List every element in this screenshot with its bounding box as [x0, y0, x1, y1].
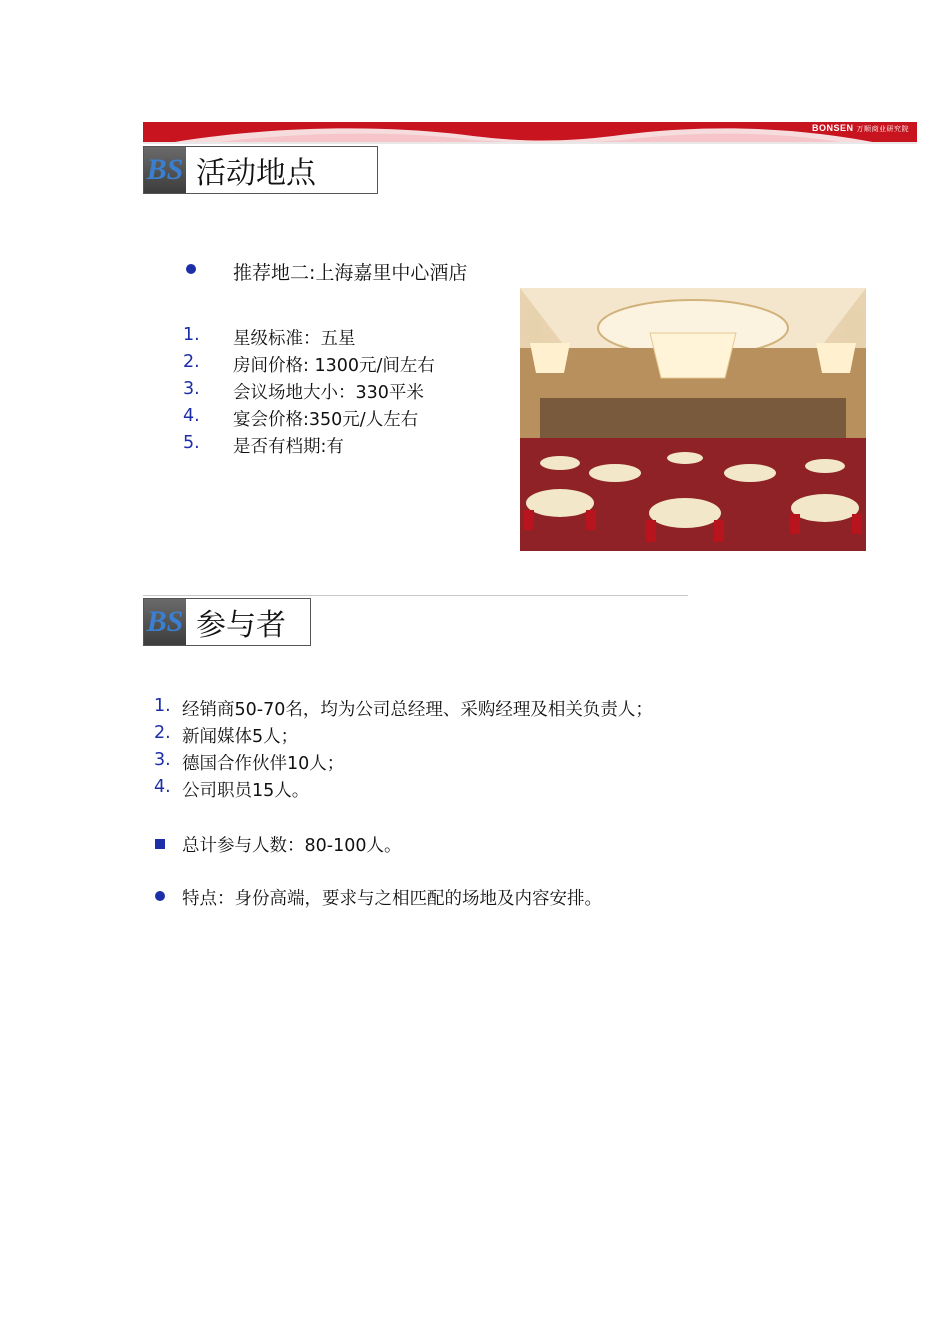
bs-logo: BS	[144, 147, 186, 193]
participants-list	[154, 696, 653, 804]
list-item: 2. 房间价格: 1300元/间左右	[183, 352, 435, 376]
venue-heading: 推荐地二:上海嘉里中心酒店	[233, 262, 468, 284]
feature-note: 特点：身份高端，要求与之相匹配的场地及内容安排。	[182, 889, 602, 909]
list-item: 1. 经销商50-70名，均为公司总经理、采购经理及相关负责人；	[154, 696, 653, 720]
list-item: 4. 公司职员15人。	[154, 777, 310, 801]
brand-logo-text: BONSEN 万顺商业研究院	[811, 123, 909, 133]
venue-details-list	[183, 325, 435, 460]
bullet-icon	[186, 264, 196, 274]
header-banner	[143, 122, 917, 144]
section-title-venue	[143, 146, 378, 194]
banner-swoosh-graphic	[143, 122, 917, 144]
section-title-participants	[143, 598, 311, 646]
bs-logo: BS	[144, 599, 186, 645]
banquet-hall-photo	[520, 288, 866, 551]
total-participants: 总计参与人数：80-100人。	[182, 836, 402, 856]
square-bullet-icon	[155, 839, 165, 849]
section-title-text: 活动地点	[196, 156, 316, 191]
bullet-icon	[155, 891, 165, 901]
list-item: 5. 是否有档期:有	[183, 433, 344, 457]
list-item: 4. 宴会价格:350元/人左右	[183, 406, 419, 430]
list-item: 2. 新闻媒体5人；	[154, 723, 299, 747]
list-item: 3. 德国合作伙伴10人；	[154, 750, 345, 774]
section-title-text: 参与者	[196, 608, 286, 643]
list-item: 3. 会议场地大小：330平米	[183, 379, 424, 403]
list-item: 1. 星级标准：五星	[183, 325, 356, 349]
section-divider	[143, 595, 688, 596]
